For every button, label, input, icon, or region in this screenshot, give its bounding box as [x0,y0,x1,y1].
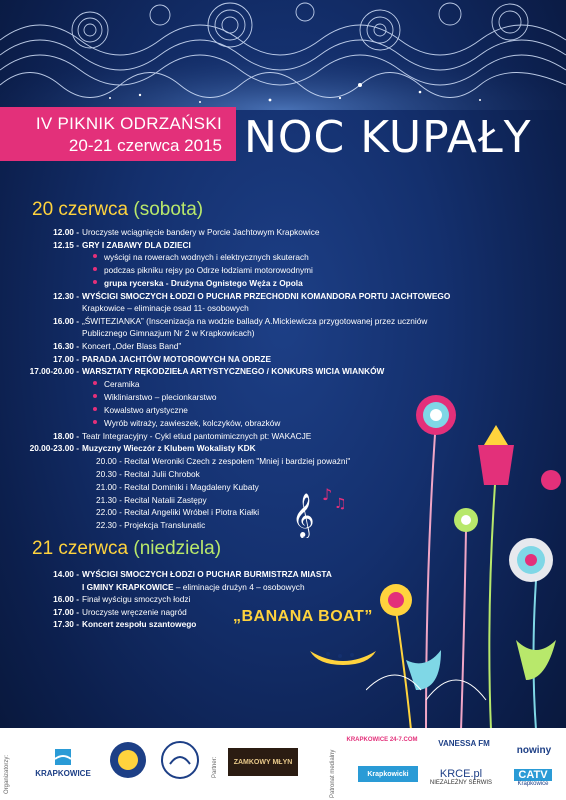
nowiny-label: nowiny [516,744,552,756]
catv-logo [510,764,556,792]
schedule-text: PARADA JACHTÓW MOTOROWYCH NA ODRZE [82,354,271,364]
schedule-text: wyścigi na rowerach wodnych i elektrycznych skuterach [104,252,309,262]
krapkowice-logo [28,736,98,786]
schedule-time: 12.30 - [53,291,79,301]
schedule-text: Publicznego Gimnazjum Nr 2 w Krapkowicach) [82,328,255,338]
schedule-text: Wyrób witraży, zawieszek, kolczyków, obrazków [104,418,281,428]
schedule-text: 21.00 - Recital Dominiki i Magdaleny Kubaty [96,482,259,492]
schedule-text: WYŚCIGI SMOCZYCH ŁODZI O PUCHAR PRZECHODNI KOMANDORA PORTU JACHTOWEGO [82,291,451,301]
catv-label: CATV [514,769,551,781]
schedule-text: Uroczyste wręczenie nagród [82,607,187,617]
schedule-text: Ceramika [104,379,140,389]
day2-weekday: (niedziela) [133,538,222,559]
schedule-text: Uroczyste wciągnięcie bandery w Porcie Jachtowym Krapkowice [82,227,320,237]
bullet-icon [93,280,97,284]
bullet-icon [93,254,97,258]
music-notes-icon [292,478,354,538]
schedule-time: 16.00 - [53,316,79,326]
krce-sub: NIEZALEŻNY SERWIS [429,780,493,786]
day2-heading [32,538,221,560]
page-title: NOC KUPAŁY [244,112,532,163]
krapkowice24-label: KRAPKOWICE 24-7.COM [346,737,418,743]
schedule-text: GRY I ZABAWY DLA DZIECI [82,240,191,250]
organizer-logo-3-icon [160,740,200,780]
vanessa-fm-logo [424,736,504,750]
sponsor-footer [0,728,566,800]
schedule-text: Muzyczny Wieczór z Klubem Wokalisty KDK [82,443,256,453]
schedule-time: 18.00 - [53,431,79,441]
event-dates: 20-21 czerwca 2015 [68,136,222,155]
day1-date: 20 czerwca [32,199,129,220]
banana-boat-title: „BANANA BOAT” [233,608,373,625]
schedule-text: grupa rycerska - Drużyna Ognistego Węża z Opola [104,278,303,288]
krapkowicki-logo [358,766,418,782]
krapkowice-emblem-icon [51,745,75,769]
schedule-text: 20.00 - Recital Weroniki Czech z zespołem "Mniej i bardziej poważni" [96,456,351,466]
krapkowicki-label: Krapkowicki [367,770,409,778]
schedule-text: WARSZTATY RĘKODZIEŁA ARTYSTYCZNEGO / KONKURS WICIA WIANKÓW [82,366,385,376]
schedule-text: 20.30 - Recital Julii Chrobok [96,469,200,479]
schedule-text: 22.30 - Projekcja Translunatic [96,520,206,530]
organizers-label: Organizatorzy: [4,754,10,794]
schedule-time: 16.00 - [53,594,79,604]
zamkowy-mlyn-label: ZAMKOWY MŁYN [233,758,293,766]
krapkowice-label: KRAPKOWICE [35,768,91,778]
schedule-text: I GMINY KRAPKOWICE [82,582,174,592]
schedule-text: Teatr Integracyjny - Cykl etiud pantomimicznych pt: WAKACJE [82,431,312,441]
schedule-text-extra: – eliminacje drużyn 4 – osobowych [173,582,305,592]
bullet-icon [93,420,97,424]
schedule-text: Koncert „Oder Blass Band” [82,341,182,351]
bullet-icon [93,407,97,411]
schedule-time: 12.00 - [53,227,79,237]
catv-sub: Krapkowice [517,781,549,787]
zamkowy-mlyn-logo [228,748,298,776]
day1-weekday: (sobota) [133,199,204,220]
schedule-text: 21.30 - Recital Natalii Zastępy [96,495,207,505]
schedule-text: Koncert zespołu szantowego [82,619,197,629]
krce-logo [424,762,498,792]
organizer-logo-2-icon [108,740,148,780]
svg-text:♪: ♪ [322,485,333,504]
schedule-text: „ŚWITEZIANKA” (Inscenizacja na wodzie ballady A.Mickiewicza przygotowanej przez uczniów [82,316,428,326]
schedule-text: Krapkowice – eliminacje osad 11- osobowych [82,303,249,313]
banana-boat-icon [308,645,378,667]
schedule-time: 17.30 - [53,619,79,629]
schedule-time: 17.00 - [53,354,79,364]
schedule-time: 16.30 - [53,341,79,351]
day2-date: 21 czerwca [32,538,129,559]
schedule-time: 17.00-20.00 - [29,366,79,376]
bullet-icon [93,394,97,398]
schedule-text: 22.00 - Recital Angeliki Wróbel i Piotra Kiałki [96,507,260,517]
patrons-label: Patronat medialny [330,749,336,798]
svg-text:♫: ♫ [334,496,347,512]
schedule-time: 14.00 - [53,569,79,579]
schedule-text: Wikliniarstwo – plecionkarstwo [104,392,217,402]
schedule-time: 12.15 - [53,240,79,250]
schedule-text: Finał wyścigu smoczych łodzi [82,594,191,604]
svg-text:𝄞: 𝄞 [292,493,315,537]
schedule-text: Kowalstwo artystyczne [104,405,188,415]
bullet-icon [93,381,97,385]
krapkowice24-logo [343,733,421,747]
event-edition: IV PIKNIK ODRZAŃSKI [35,114,222,133]
schedule-text: podczas pikniku rejsy po Odrze łodziami motorowodnymi [104,265,313,275]
vanessa-label: VANESSA FM [438,738,490,748]
bullet-icon [93,267,97,271]
schedule-text: WYŚCIGI SMOCZYCH ŁODZI O PUCHAR BURMISTRZA MIASTA [82,569,332,579]
schedule-time: 20.00-23.00 - [29,443,79,453]
partner-label: Partner: [212,756,218,778]
krce-label: KRCE.pl [439,768,483,780]
flowers-illustration [366,360,566,740]
schedule-time: 17.00 - [53,607,79,617]
nowiny-logo [508,740,560,760]
